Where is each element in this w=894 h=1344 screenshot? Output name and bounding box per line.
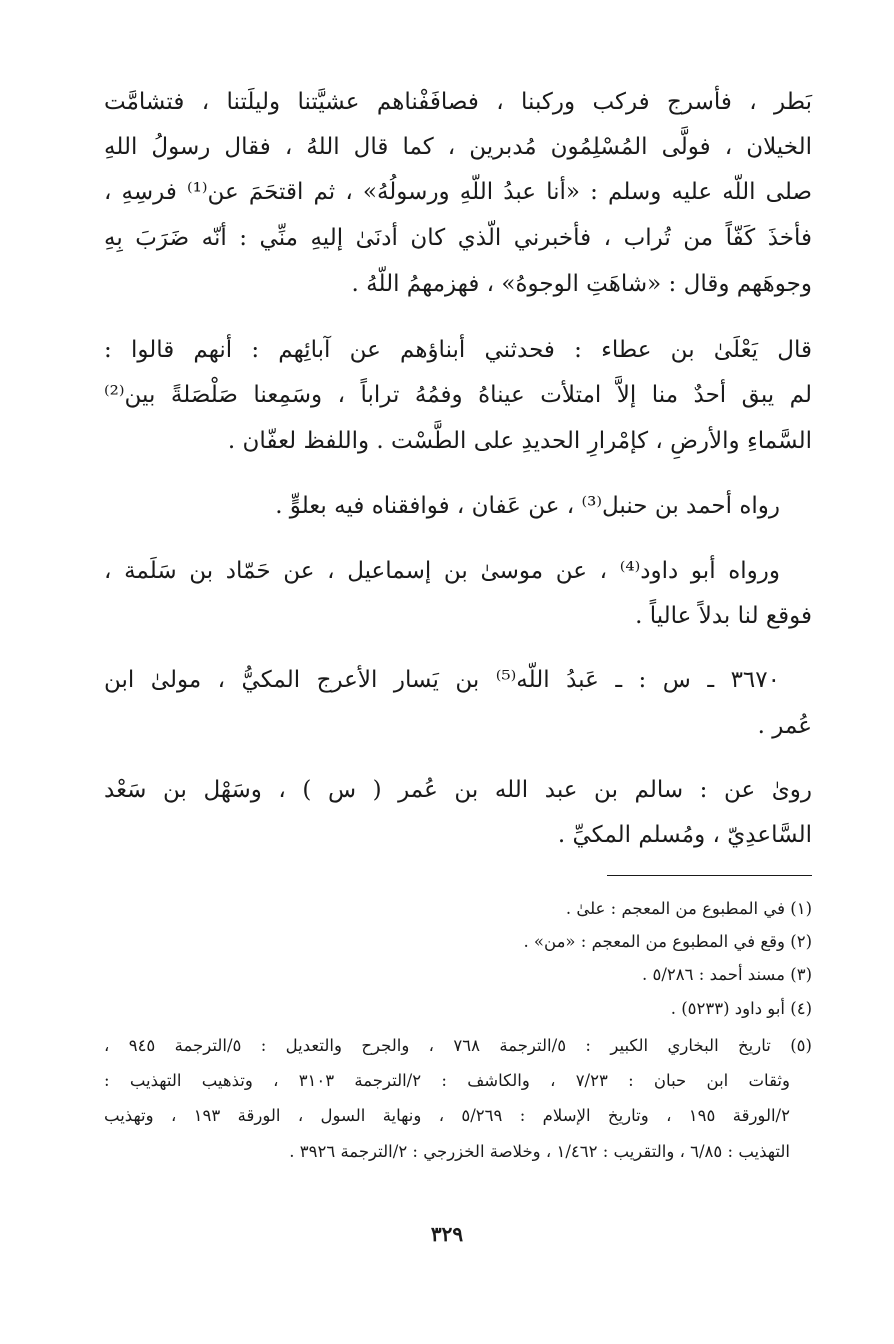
page-number: ٣٢٩ (430, 1222, 464, 1246)
text-line: وجوهَهم وقال : «شاهَتِ الوجوهُ» ، فهزمهمُ اللّهُ . (351, 271, 812, 297)
footnote: (٣) مسند أحمد : ٥/٢٨٦ . (642, 965, 812, 984)
footnote-continuation: ٢/الورقة ١٩٥ ، وتاريخ الإسلام : ٥/٢٦٩ ، ونهاية السول ، الورقة ١٩٣ ، وتهذيب (104, 1106, 790, 1125)
footnote: (٥) تاريخ البخاري الكبير : ٥/الترجمة ٧٦٨ ، والجرح والتعديل : ٥/الترجمة ٩٤٥ ، (104, 1036, 812, 1055)
text-line: فوقع لنا بدلاً عالياً . (635, 603, 812, 629)
footnote: (١) في المطبوع من المعجم : علىٰ . (565, 899, 812, 918)
footnote-continuation: وثقات ابن حبان : ٧/٢٣ ، والكاشف : ٢/الترجمة ٣١٠٣ ، وتذهيب التهذيب : (104, 1071, 790, 1090)
text-line: قال يَعْلَىٰ بن عطاء : فحدثني أبناؤهم عن آبائِهم : أنهم قالوا : (104, 337, 812, 363)
footnote-continuation: التهذيب : ٦/٨٥ ، والتقريب : ١/٤٦٢ ، وخلاصة الخزرجي : ٢/الترجمة ٣٩٢٦ . (289, 1142, 790, 1161)
footnote: (٤) أبو داود (٥٢٣٣) . (670, 999, 812, 1018)
entry-heading-line: ٣٦٧٠ ـ س : ـ عَبدُ اللّه⁽⁵⁾ بن يَسار الأعرج المكيُّ ، مولىٰ ابن (104, 667, 780, 693)
text-line: الخيلان ، فولَّى المُسْلِمُون مُدبرين ، كما قال اللهُ ، فقال رسولُ اللهِ (104, 134, 812, 160)
text-line: السَّاعدِيّ ، ومُسلم المكيِّ . (557, 822, 812, 848)
text-line: السَّماءِ والأرضِ ، كإمْرارِ الحديدِ على الطَّسْت . واللفظ لعفّان . (227, 428, 812, 454)
footnote-separator (607, 875, 812, 876)
text-line: ورواه أبو داود⁽⁴⁾ ، عن موسىٰ بن إسماعيل ، عن حَمّاد بن سَلَمة ، (104, 558, 780, 584)
footnote: (٢) وقع في المطبوع من المعجم : «من» . (523, 932, 812, 951)
text-line: رواه أحمد بن حنبل⁽³⁾ ، عن عَفان ، فوافقناه فيه بعلوٍّ . (275, 493, 780, 519)
text-line: صلى اللّه عليه وسلم : «أنا عبدُ اللّهِ ورسولُهُ» ، ثم اقتحَمَ عن⁽¹⁾ فرسِهِ ، (104, 179, 812, 205)
text-line: روىٰ عن : سالم بن عبد الله بن عُمر ( س ) ، وسَهْل بن سَعْد (104, 777, 812, 803)
text-line: لم يبق أحدٌ منا إلاَّ امتلأت عيناهُ وفمُهُ تراباً ، وسَمِعنا صَلْصَلةً بين⁽²⁾ (104, 382, 812, 408)
text-line: فأخذَ كَفّاً من تُراب ، فأخبرني الّذي كان أدنَىٰ إليهِ منِّي : أنّه ضَرَبَ بِهِ (104, 225, 812, 251)
text-line: بَطر ، فأسرج فركب وركبنا ، فصافَفْناهم عشيَّتنا وليلَتنا ، فتشامَّت (104, 89, 812, 115)
text-line: عُمر . (757, 713, 812, 739)
